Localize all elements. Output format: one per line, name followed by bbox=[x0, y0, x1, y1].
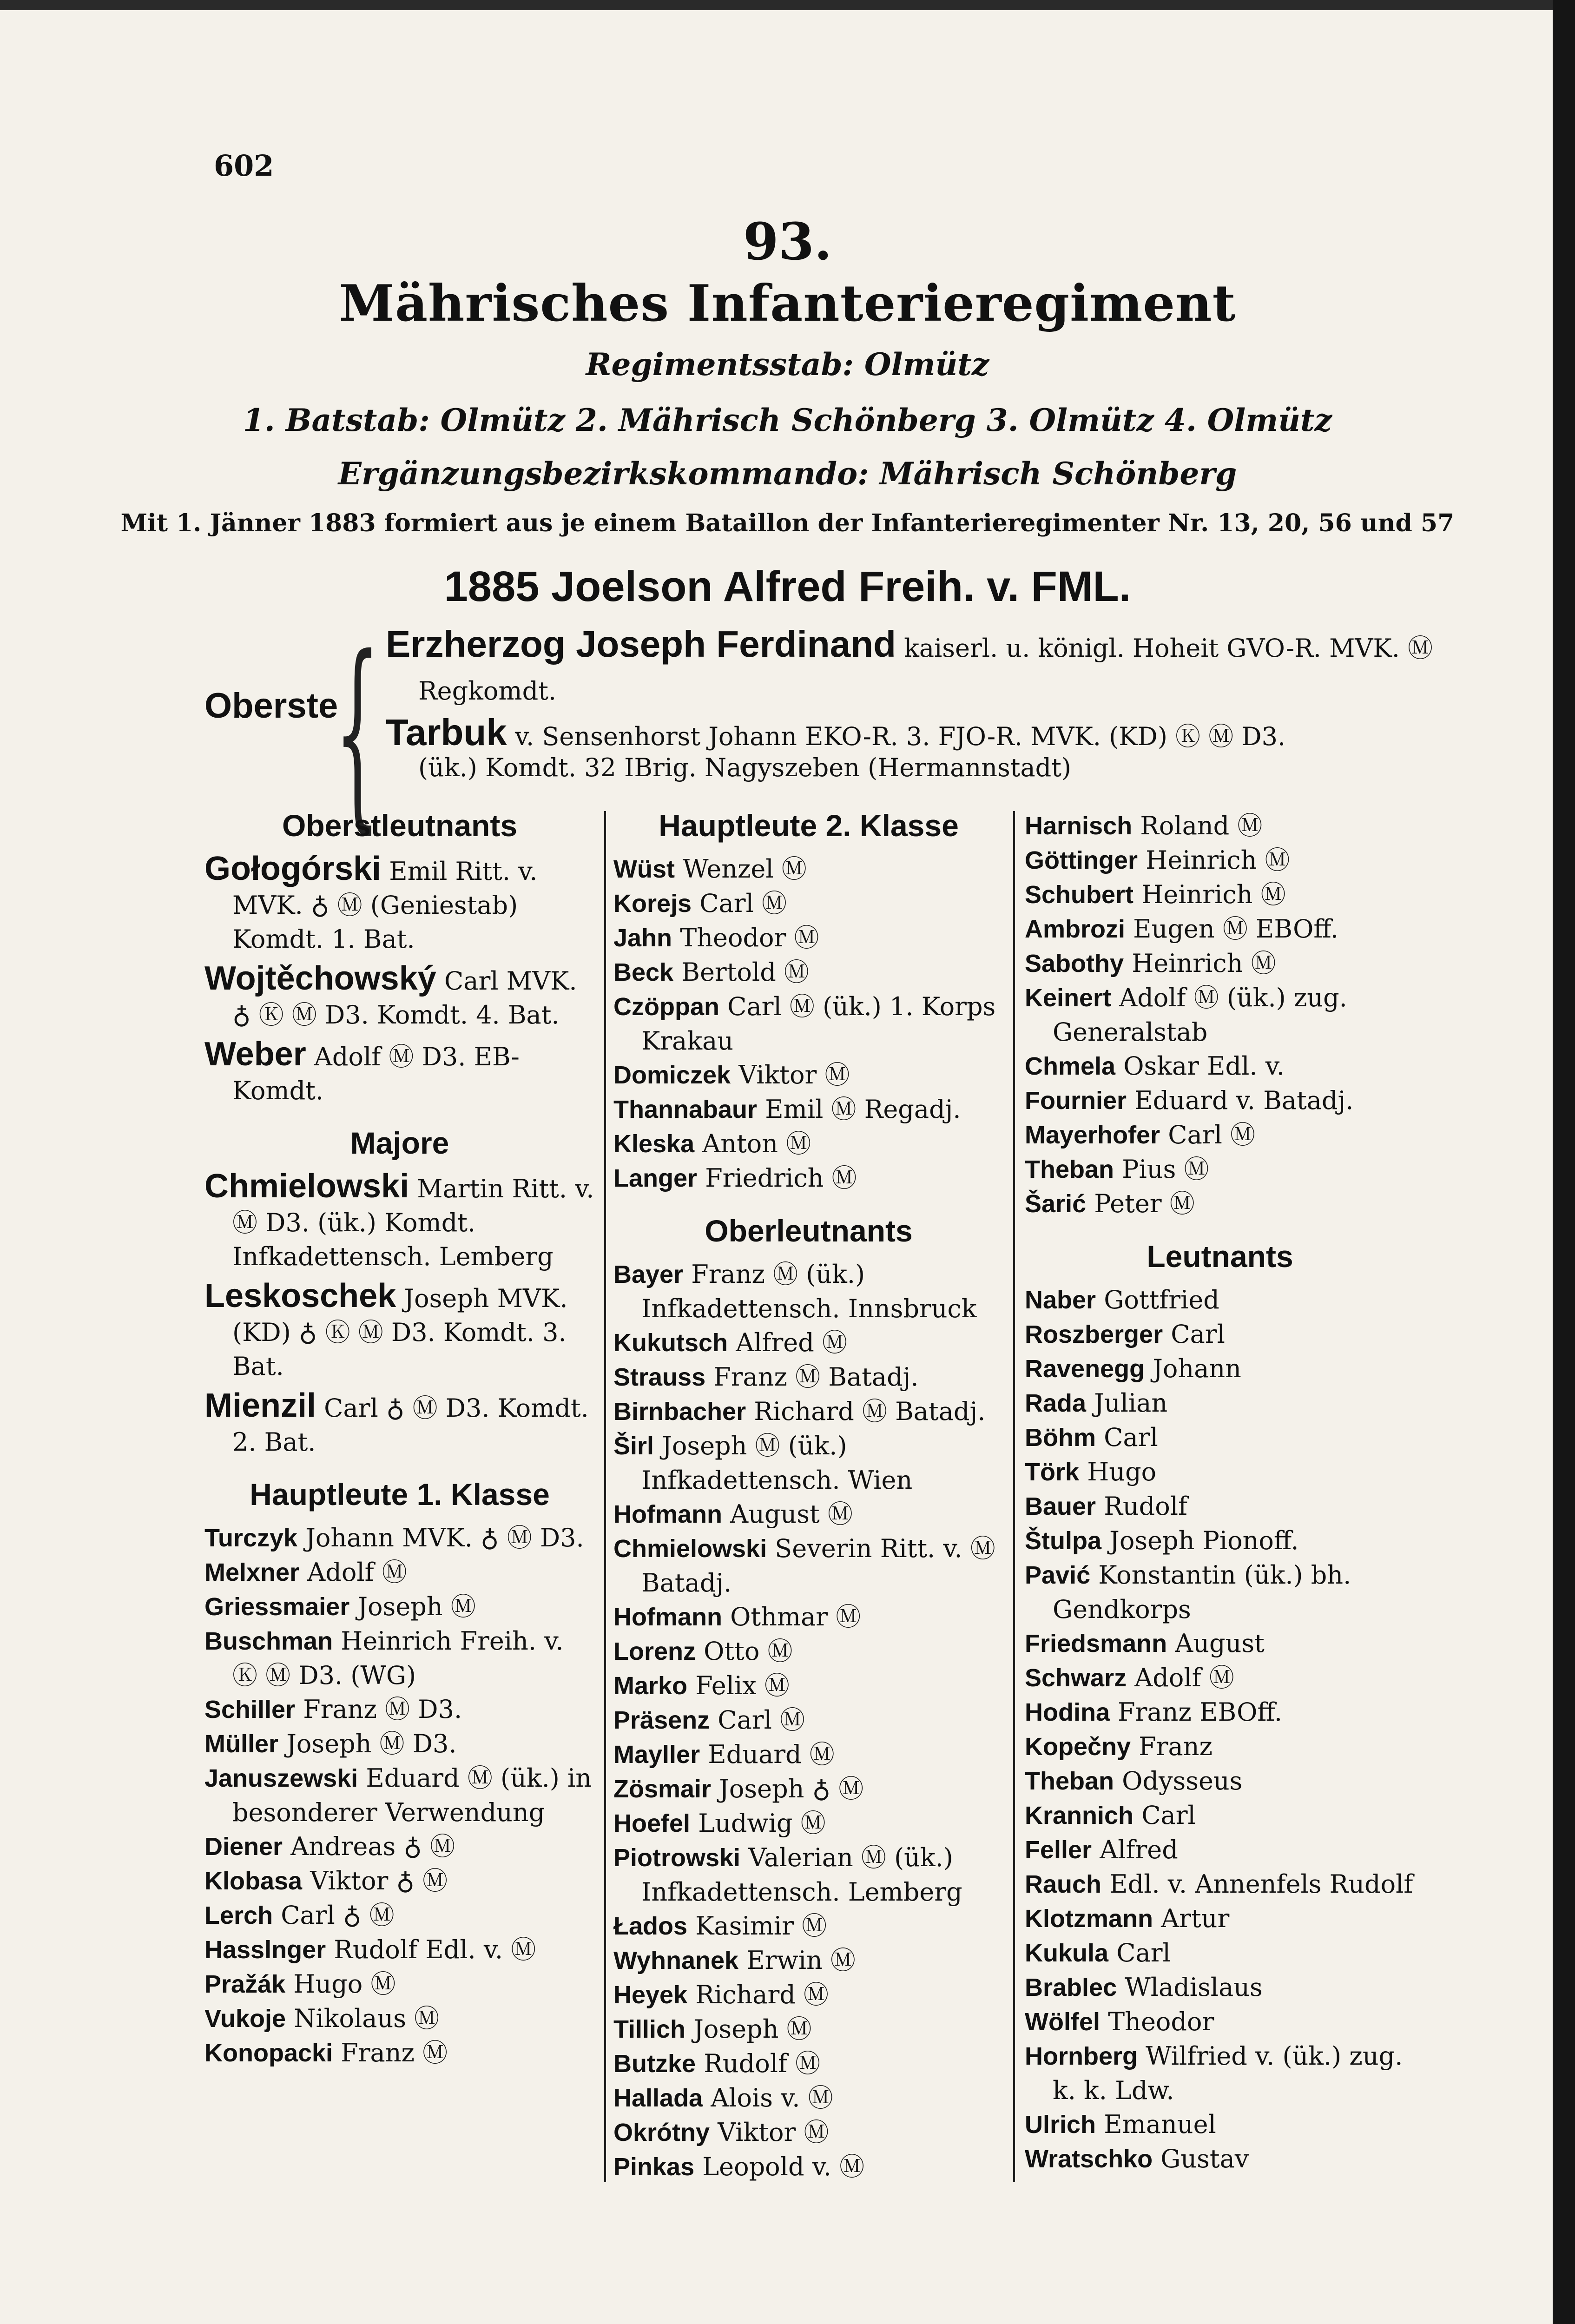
list-item bbox=[613, 1909, 1004, 1943]
officer-details: August Ⓜ bbox=[722, 1499, 853, 1529]
officer-details: Edl. v. Annenfels Rudolf bbox=[1101, 1869, 1413, 1899]
officer-name: Melxner bbox=[204, 1558, 300, 1586]
oberste-label: Oberste bbox=[204, 686, 338, 726]
list-item bbox=[613, 1257, 1004, 1326]
column-rule bbox=[604, 811, 606, 2182]
officer-name: Hoefel bbox=[613, 1809, 691, 1837]
list-item bbox=[613, 1772, 1004, 1806]
list-item bbox=[613, 1429, 1004, 1497]
list-item bbox=[1025, 1049, 1415, 1083]
oberste-line-3 bbox=[386, 711, 1285, 754]
officer-name: Fournier bbox=[1025, 1087, 1127, 1115]
officer-name: Theban bbox=[1025, 1767, 1114, 1795]
officer-details: Heinrich Ⓜ bbox=[1124, 949, 1276, 978]
list-item bbox=[204, 1829, 595, 1864]
officer-details: Adolf Ⓜ D3. EB-Komdt. bbox=[232, 1042, 520, 1105]
officer-name: Chmielowski bbox=[204, 1168, 409, 1205]
oberste-name-3: Tarbuk bbox=[386, 712, 507, 753]
officer-name: Pavić bbox=[1025, 1561, 1091, 1589]
list-item bbox=[1025, 1626, 1415, 1661]
officer-name: Łados bbox=[613, 1912, 688, 1940]
list-item bbox=[613, 886, 1004, 921]
officer-name: Buschman bbox=[204, 1627, 333, 1655]
officer-details: Rudolf Ⓜ bbox=[696, 2049, 821, 2078]
officer-name: Schwarz bbox=[1025, 1664, 1127, 1692]
list-item bbox=[204, 2001, 595, 2036]
list-item bbox=[613, 1737, 1004, 1772]
hauptleute1-list bbox=[204, 1521, 595, 2070]
officer-details: Severin Ritt. v. Ⓜ Batadj. bbox=[641, 1534, 995, 1598]
officer-details: August bbox=[1167, 1629, 1265, 1658]
list-item bbox=[1025, 1420, 1415, 1455]
officer-details: Alfred bbox=[1092, 1835, 1178, 1864]
list-item bbox=[613, 2047, 1004, 2081]
oberste-line-2: Regkomdt. bbox=[418, 676, 557, 706]
oberleutnants-list bbox=[613, 1257, 1004, 2184]
list-item bbox=[204, 1037, 595, 1108]
list-item bbox=[613, 1806, 1004, 1841]
officer-name: Hofmann bbox=[613, 1500, 722, 1528]
officer-details: Carl Ⓜ bbox=[692, 889, 787, 918]
leutnants-list bbox=[1025, 1283, 1415, 2176]
officer-name: Januszewski bbox=[204, 1764, 358, 1792]
officer-name: Griessmaier bbox=[204, 1593, 350, 1621]
list-item bbox=[1025, 2142, 1415, 2176]
list-item bbox=[1025, 1558, 1415, 1626]
list-item bbox=[613, 1394, 1004, 1429]
column-rule bbox=[1013, 811, 1015, 2182]
list-item bbox=[613, 2150, 1004, 2184]
officer-details: Carl ♁ Ⓜ D3. Komdt. 2. Bat. bbox=[232, 1393, 589, 1457]
officer-name: Hasslnger bbox=[204, 1936, 326, 1964]
officer-name: Širl bbox=[613, 1432, 654, 1460]
officer-details: Friedrich Ⓜ bbox=[697, 1163, 857, 1193]
officer-details: Eduard Ⓜ (ük.) in besonderer Verwendung bbox=[232, 1763, 592, 1827]
officer-details: Adolf Ⓜ bbox=[1127, 1663, 1234, 1692]
officer-name: Šarić bbox=[1025, 1190, 1087, 1218]
ergaenzung-line: Ergänzungsbezirkskommando: Mährisch Schönberg bbox=[338, 456, 1237, 492]
officer-name: Wratschko bbox=[1025, 2145, 1153, 2173]
officer-name: Marko bbox=[613, 1672, 688, 1700]
officer-details: Kasimir Ⓜ bbox=[687, 1911, 827, 1941]
officer-details: Anton Ⓜ bbox=[694, 1129, 811, 1158]
list-item bbox=[204, 1389, 595, 1459]
officer-name: Mayerhofer bbox=[1025, 1121, 1160, 1149]
list-item bbox=[613, 955, 1004, 990]
officer-details: Franz bbox=[1131, 1732, 1213, 1761]
column-1 bbox=[204, 809, 595, 2070]
officer-name: Mienzil bbox=[204, 1387, 316, 1424]
officer-name: Kleska bbox=[613, 1130, 695, 1158]
list-item bbox=[204, 1864, 595, 1898]
list-item bbox=[1025, 2107, 1415, 2142]
officer-name: Theban bbox=[1025, 1155, 1114, 1183]
officer-name: Diener bbox=[204, 1833, 283, 1861]
officer-details: Heinrich Ⓜ bbox=[1133, 880, 1286, 909]
list-item bbox=[613, 1092, 1004, 1127]
list-item bbox=[1025, 1187, 1415, 1221]
officer-details: Felix Ⓜ bbox=[687, 1671, 790, 1700]
officer-details: Otto Ⓜ bbox=[696, 1637, 793, 1666]
inhaber-line: 1885 Joelson Alfred Freih. v. FML. bbox=[444, 563, 1131, 610]
officer-details: Carl ♁ Ⓜ bbox=[273, 1901, 395, 1930]
list-item bbox=[613, 1127, 1004, 1161]
officer-name: Bauer bbox=[1025, 1492, 1096, 1520]
officer-name: Roszberger bbox=[1025, 1320, 1163, 1348]
officer-name: Butzke bbox=[613, 2050, 696, 2078]
officer-details: Carl bbox=[1163, 1320, 1225, 1349]
list-item bbox=[1025, 1352, 1415, 1386]
officer-details: Andreas ♁ Ⓜ bbox=[283, 1832, 455, 1861]
list-item bbox=[1025, 1936, 1415, 1970]
list-item bbox=[613, 1161, 1004, 1195]
list-item bbox=[1025, 946, 1415, 981]
officer-details: Carl Ⓜ (ük.) 1. Korps Krakau bbox=[641, 992, 996, 1056]
page-number: 602 bbox=[214, 149, 274, 183]
list-item bbox=[1025, 1661, 1415, 1695]
officer-details: Joseph Ⓜ bbox=[685, 2014, 812, 2044]
officer-details: Peter Ⓜ bbox=[1086, 1189, 1195, 1218]
officer-details: Viktor Ⓜ bbox=[731, 1060, 850, 1089]
officer-details: Emil Ⓜ Regadj. bbox=[757, 1095, 961, 1124]
officer-name: Rada bbox=[1025, 1389, 1087, 1417]
list-item bbox=[1025, 1524, 1415, 1558]
officer-details: Heinrich Freih. v. Ⓚ Ⓜ D3. (WG) bbox=[232, 1626, 564, 1690]
officer-name: Böhm bbox=[1025, 1424, 1096, 1452]
officer-name: Vukoje bbox=[204, 2005, 286, 2033]
list-item bbox=[1025, 1283, 1415, 1317]
officer-details: Julian bbox=[1086, 1388, 1168, 1418]
officer-name: Ravenegg bbox=[1025, 1355, 1145, 1383]
list-item bbox=[204, 852, 595, 956]
officer-details: Joseph Pionoff. bbox=[1101, 1526, 1299, 1555]
list-item bbox=[204, 1898, 595, 1933]
officer-name: Lorenz bbox=[613, 1637, 696, 1665]
officer-name: Zösmair bbox=[613, 1775, 712, 1803]
officer-details: Johann bbox=[1145, 1354, 1241, 1383]
officer-name: Chmela bbox=[1025, 1052, 1116, 1080]
list-item bbox=[204, 1967, 595, 2001]
list-item bbox=[204, 1692, 595, 1727]
oberste-rest-3: v. Sensenhorst Johann EKO-R. 3. FJO-R. MVK. (KD) Ⓚ Ⓜ D3. bbox=[507, 722, 1286, 751]
officer-details: Bertold Ⓜ bbox=[673, 957, 809, 987]
officer-details: Gustav bbox=[1153, 2144, 1249, 2173]
list-item bbox=[613, 1669, 1004, 1703]
officer-details: Carl Ⓜ bbox=[1160, 1120, 1256, 1149]
officer-name: Hallada bbox=[613, 2084, 703, 2112]
list-item bbox=[204, 1761, 595, 1829]
list-item bbox=[613, 1058, 1004, 1092]
oberste-name-1: Erzherzog Joseph Ferdinand bbox=[386, 623, 896, 665]
list-item bbox=[1025, 1118, 1415, 1152]
list-item bbox=[204, 2036, 595, 2070]
officer-details: Oskar Edl. v. bbox=[1115, 1051, 1285, 1081]
list-item bbox=[1025, 1970, 1415, 2005]
list-item bbox=[1025, 1386, 1415, 1420]
officer-details: Alfred Ⓜ bbox=[728, 1328, 847, 1357]
officer-name: Kopečny bbox=[1025, 1733, 1131, 1761]
officer-name: Wüst bbox=[613, 855, 675, 883]
officer-name: Ambrozi bbox=[1025, 915, 1125, 943]
officer-details: Eduard v. Batadj. bbox=[1127, 1086, 1354, 1115]
list-item bbox=[1025, 1317, 1415, 1352]
officer-name: Weber bbox=[204, 1036, 306, 1073]
officer-details: Hugo bbox=[1079, 1457, 1157, 1486]
officer-name: Birnbacher bbox=[613, 1398, 746, 1426]
officer-details: Eugen Ⓜ EBOff. bbox=[1125, 914, 1338, 944]
list-item bbox=[1025, 981, 1415, 1049]
officer-name: Krannich bbox=[1025, 1802, 1134, 1829]
officer-details: Roland Ⓜ bbox=[1132, 811, 1263, 840]
officer-details: Erwin Ⓜ bbox=[738, 1946, 856, 1975]
officer-details: Carl bbox=[1108, 1938, 1171, 1967]
officer-details: Adolf Ⓜ (ük.) zug. Generalstab bbox=[1053, 983, 1347, 1047]
scan-top-edge bbox=[0, 0, 1575, 10]
officer-details: Konstantin (ük.) bh. Gendkorps bbox=[1053, 1560, 1351, 1624]
officer-details: Martin Ritt. v. Ⓜ D3. (ük.) Komdt. Infkadettensch. Lemberg bbox=[232, 1174, 594, 1271]
list-item bbox=[1025, 2005, 1415, 2039]
list-item bbox=[613, 2115, 1004, 2150]
list-item bbox=[1025, 912, 1415, 946]
list-item bbox=[613, 1978, 1004, 2012]
list-item bbox=[204, 1555, 595, 1590]
oberleutnants-cont-list bbox=[1025, 809, 1415, 1221]
list-item bbox=[1025, 2039, 1415, 2107]
officer-name: Czöppan bbox=[613, 993, 719, 1021]
officer-details: Gottfried bbox=[1096, 1285, 1219, 1314]
list-item bbox=[204, 1727, 595, 1761]
officer-name: Mayller bbox=[613, 1741, 700, 1769]
list-item bbox=[613, 1326, 1004, 1360]
oberste-line-4: (ük.) Komdt. 32 IBrig. Nagyszeben (Hermannstadt) bbox=[418, 753, 1071, 782]
list-item bbox=[613, 1703, 1004, 1737]
list-item bbox=[613, 1634, 1004, 1669]
oberste-line-1 bbox=[386, 623, 1433, 666]
officer-details: Emanuel bbox=[1096, 2110, 1216, 2139]
officer-details: Franz Ⓜ bbox=[333, 2038, 448, 2067]
list-item bbox=[613, 1360, 1004, 1394]
list-item bbox=[613, 1943, 1004, 1978]
officer-name: Chmielowski bbox=[613, 1535, 767, 1563]
list-item bbox=[613, 921, 1004, 955]
list-item bbox=[1025, 1489, 1415, 1524]
list-item bbox=[204, 1590, 595, 1624]
officer-name: Harnisch bbox=[1025, 812, 1133, 840]
officer-details: Pius Ⓜ bbox=[1114, 1155, 1209, 1184]
officer-name: Hodina bbox=[1025, 1698, 1110, 1726]
officer-details: Joseph Ⓜ D3. bbox=[278, 1729, 457, 1758]
officer-name: Turczyk bbox=[204, 1524, 298, 1552]
officer-name: Wölfel bbox=[1025, 2008, 1100, 2036]
officer-details: Alois v. Ⓜ bbox=[703, 2083, 833, 2113]
officer-details: Eduard Ⓜ bbox=[700, 1740, 835, 1769]
list-item bbox=[204, 1624, 595, 1692]
officer-details: Joseph ♁ Ⓜ bbox=[711, 1774, 864, 1803]
officer-details: Carl MVK. ♁ Ⓚ Ⓜ D3. Komdt. 4. Bat. bbox=[232, 966, 577, 1030]
officer-name: Wyhnanek bbox=[613, 1947, 739, 1974]
officer-name: Törk bbox=[1025, 1458, 1080, 1486]
officer-details: Heinrich Ⓜ bbox=[1137, 845, 1290, 875]
list-item bbox=[204, 1933, 595, 1967]
officer-name: Pinkas bbox=[613, 2153, 695, 2181]
list-item bbox=[1025, 1455, 1415, 1489]
officer-name: Wojtěchowský bbox=[204, 960, 436, 997]
list-item bbox=[1025, 809, 1415, 843]
list-item bbox=[1025, 1901, 1415, 1936]
officer-details: Joseph Ⓜ (ük.) Infkadettensch. Wien bbox=[641, 1431, 913, 1495]
officer-name: Naber bbox=[1025, 1286, 1096, 1314]
list-item bbox=[1025, 1867, 1415, 1901]
column-3 bbox=[1025, 809, 1415, 2176]
officer-name: Gołogórski bbox=[204, 850, 382, 887]
officer-details: Valerian Ⓜ (ük.) Infkadettensch. Lemberg bbox=[641, 1843, 962, 1907]
officer-name: Langer bbox=[613, 1164, 698, 1192]
officer-details: Richard Ⓜ bbox=[687, 1980, 829, 2009]
list-item bbox=[1025, 1695, 1415, 1730]
section-title: Oberstleutnants bbox=[282, 808, 518, 843]
officer-name: Piotrowski bbox=[613, 1844, 741, 1872]
officer-name: Hornberg bbox=[1025, 2042, 1138, 2070]
list-item bbox=[613, 1497, 1004, 1532]
hauptleute2-list bbox=[613, 852, 1004, 1195]
officer-name: Konopacki bbox=[204, 2039, 333, 2067]
officer-name: Thannabaur bbox=[613, 1096, 758, 1123]
section-title: Leutnants bbox=[1147, 1239, 1293, 1274]
officer-name: Beck bbox=[613, 958, 674, 986]
officer-name: Brablec bbox=[1025, 1974, 1117, 2001]
officer-details: Joseph Ⓜ bbox=[349, 1592, 476, 1621]
officer-name: Schubert bbox=[1025, 881, 1134, 909]
officer-details: Carl bbox=[1095, 1423, 1158, 1452]
officer-name: Domiczek bbox=[613, 1061, 731, 1089]
officer-name: Schiller bbox=[204, 1696, 296, 1723]
officer-name: Okrótny bbox=[613, 2119, 710, 2146]
officer-details: Franz EBOff. bbox=[1110, 1697, 1283, 1727]
officer-name: Lerch bbox=[204, 1901, 273, 1929]
regiment-number: 93. bbox=[743, 211, 832, 271]
officer-details: Wladislaus bbox=[1117, 1973, 1263, 2002]
column-2 bbox=[613, 809, 1004, 2184]
regiment-title: Mährisches Infanterieregiment bbox=[339, 274, 1236, 333]
officer-details: Hugo Ⓜ bbox=[285, 1969, 396, 1999]
officer-details: Wilfried v. (ük.) zug. k. k. Ldw. bbox=[1053, 2041, 1403, 2105]
list-item bbox=[613, 2012, 1004, 2047]
officer-details: Franz Ⓜ Batadj. bbox=[705, 1362, 919, 1392]
officer-name: Hofmann bbox=[613, 1603, 722, 1631]
officer-name: Klobasa bbox=[204, 1867, 303, 1895]
officer-details: Franz Ⓜ D3. bbox=[295, 1695, 462, 1724]
regimentsstab-line: Regimentsstab: Olmütz bbox=[586, 346, 989, 383]
officer-name: Leskoschek bbox=[204, 1277, 396, 1314]
list-item bbox=[204, 962, 595, 1032]
section-title: Majore bbox=[350, 1126, 449, 1160]
officer-name: Göttinger bbox=[1025, 846, 1138, 874]
officer-name: Sabothy bbox=[1025, 950, 1124, 977]
majore-list bbox=[204, 1169, 595, 1459]
list-item bbox=[204, 1521, 595, 1555]
officer-name: Ulrich bbox=[1025, 2111, 1096, 2139]
officer-details: Richard Ⓜ Batadj. bbox=[746, 1397, 986, 1426]
officer-details: Johann MVK. ♁ Ⓜ D3. bbox=[297, 1523, 584, 1552]
officer-name: Tillich bbox=[613, 2015, 686, 2043]
list-item bbox=[1025, 1833, 1415, 1867]
officer-name: Klotzmann bbox=[1025, 1905, 1153, 1933]
officer-name: Feller bbox=[1025, 1836, 1092, 1864]
list-item bbox=[613, 1600, 1004, 1634]
list-item bbox=[613, 852, 1004, 886]
list-item bbox=[1025, 1152, 1415, 1187]
section-title: Hauptleute 2. Klasse bbox=[659, 808, 959, 843]
list-item bbox=[613, 1841, 1004, 1909]
officer-details: Artur bbox=[1153, 1904, 1230, 1933]
officer-details: Theodor Ⓜ bbox=[672, 923, 819, 952]
officer-details: Rudolf Edl. v. Ⓜ bbox=[326, 1935, 536, 1964]
officer-details: Rudolf bbox=[1096, 1492, 1187, 1521]
list-item bbox=[204, 1279, 595, 1383]
list-item bbox=[613, 2081, 1004, 2115]
officer-name: Heyek bbox=[613, 1981, 688, 2009]
list-item bbox=[1025, 1764, 1415, 1798]
section-title: Oberleutnants bbox=[705, 1214, 913, 1248]
officer-name: Jahn bbox=[613, 924, 672, 952]
officer-name: Korejs bbox=[613, 890, 692, 918]
brace-glyph: { bbox=[335, 613, 380, 851]
officer-name: Kukutsch bbox=[613, 1329, 728, 1357]
officer-name: Friedsmann bbox=[1025, 1630, 1167, 1657]
list-item bbox=[204, 1169, 595, 1274]
officer-details: Franz Ⓜ (ük.) Infkadettensch. Innsbruck bbox=[641, 1260, 977, 1323]
oberste-rest-1: kaiserl. u. königl. Hoheit GVO-R. MVK. Ⓜ bbox=[896, 634, 1433, 663]
officer-name: Müller bbox=[204, 1730, 279, 1758]
officer-details: Viktor ♁ Ⓜ bbox=[302, 1866, 448, 1895]
list-item bbox=[1025, 878, 1415, 912]
list-item bbox=[1025, 1083, 1415, 1118]
officer-details: Carl bbox=[1133, 1801, 1196, 1830]
officer-name: Präsenz bbox=[613, 1706, 710, 1734]
officer-details: Othmar Ⓜ bbox=[722, 1602, 861, 1631]
list-item bbox=[613, 990, 1004, 1058]
officer-details: Theodor bbox=[1100, 2007, 1214, 2036]
section-title: Hauptleute 1. Klasse bbox=[250, 1477, 550, 1512]
officer-name: Bayer bbox=[613, 1261, 684, 1288]
list-item bbox=[1025, 1730, 1415, 1764]
officer-details: Ludwig Ⓜ bbox=[690, 1809, 826, 1838]
officer-details: Emil Ritt. v. MVK. ♁ Ⓜ (Geniestab) Komdt. 1. Bat. bbox=[232, 857, 538, 954]
officer-name: Strauss bbox=[613, 1363, 706, 1391]
officer-details: Nikolaus Ⓜ bbox=[286, 2004, 440, 2033]
officer-name: Pražák bbox=[204, 1970, 286, 1998]
officer-details: Joseph MVK. (KD) ♁ Ⓚ Ⓜ D3. Komdt. 3. Bat. bbox=[232, 1284, 568, 1381]
officer-details: Carl Ⓜ bbox=[710, 1705, 805, 1735]
officer-details: Leopold v. Ⓜ bbox=[694, 2152, 865, 2181]
officer-details: Viktor Ⓜ bbox=[710, 2118, 829, 2147]
officer-name: Keinert bbox=[1025, 984, 1112, 1012]
list-item bbox=[1025, 1798, 1415, 1833]
officer-name: Štulpa bbox=[1025, 1527, 1102, 1555]
list-item bbox=[1025, 843, 1415, 878]
oberstleutnants-list bbox=[204, 852, 595, 1108]
officer-name: Rauch bbox=[1025, 1870, 1102, 1898]
formation-line: Mit 1. Jänner 1883 formiert aus je einem Bataillon der Infanterieregimenter Nr. 13, 20, 56 und 57 bbox=[120, 509, 1455, 537]
officer-details: Wenzel Ⓜ bbox=[674, 854, 807, 884]
batstab-line: 1. Batstab: Olmütz 2. Mährisch Schönberg 3. Olmütz 4. Olmütz bbox=[243, 402, 1332, 438]
officer-details: Adolf Ⓜ bbox=[299, 1558, 407, 1587]
list-item bbox=[613, 1532, 1004, 1600]
officer-name: Kukula bbox=[1025, 1939, 1109, 1967]
officer-details: Odysseus bbox=[1114, 1766, 1243, 1796]
